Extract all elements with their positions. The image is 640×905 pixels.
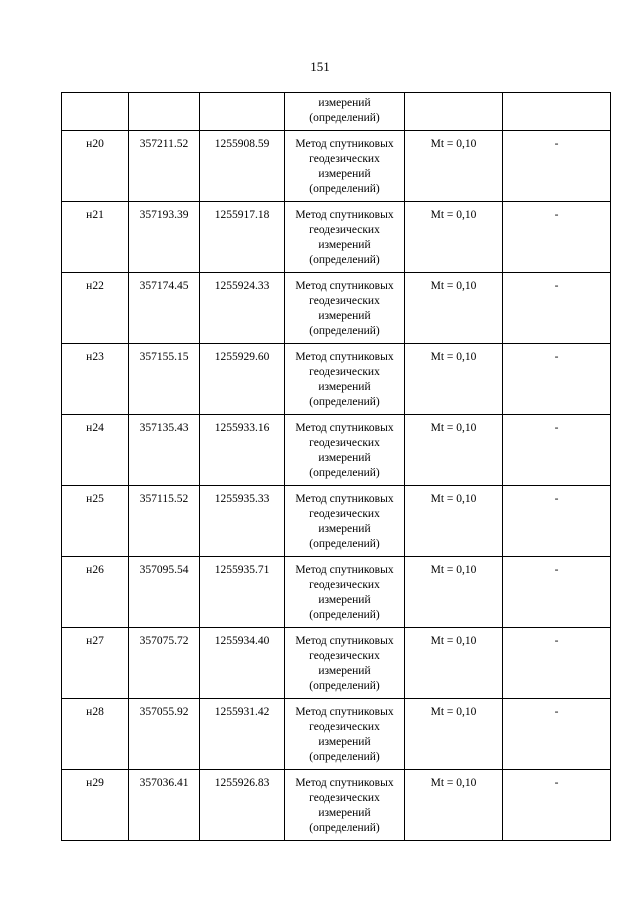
cell-method — [285, 93, 405, 131]
method-line: геодезических — [309, 508, 380, 520]
method-line: Метод спутниковых — [295, 493, 394, 505]
cell-method — [285, 131, 405, 202]
cell-point: н20 — [62, 131, 129, 202]
cell-note: - — [503, 699, 611, 770]
method-line: Метод спутниковых — [295, 422, 394, 434]
cell-method — [285, 344, 405, 415]
method-line: геодезических — [309, 650, 380, 662]
cell-point: н21 — [62, 202, 129, 273]
cell-x: 357193.39 — [129, 202, 200, 273]
cell-x: 357055.92 — [129, 699, 200, 770]
cell-y: 1255908.59 — [200, 131, 285, 202]
cell-note: - — [503, 202, 611, 273]
method-line: Метод спутниковых — [295, 777, 394, 789]
cell-y — [200, 93, 285, 131]
method-line: измерений — [318, 310, 371, 322]
cell-y: 1255935.71 — [200, 557, 285, 628]
table-row — [62, 770, 611, 841]
cell-method — [285, 415, 405, 486]
method-line: геодезических — [309, 437, 380, 449]
method-line: (определений) — [309, 538, 380, 550]
cell-method — [285, 273, 405, 344]
cell-note — [503, 93, 611, 131]
table-row — [62, 202, 611, 273]
method-line: измерений — [318, 381, 371, 393]
method-line: (определений) — [309, 325, 380, 337]
cell-method — [285, 770, 405, 841]
method-line: измерений — [318, 97, 371, 109]
method-line: Метод спутниковых — [295, 635, 394, 647]
cell-note: - — [503, 770, 611, 841]
method-line: Метод спутниковых — [295, 138, 394, 150]
cell-accuracy — [405, 93, 503, 131]
cell-note: - — [503, 131, 611, 202]
cell-point — [62, 93, 129, 131]
coordinates-table-body — [62, 93, 611, 841]
method-line: геодезических — [309, 721, 380, 733]
method-line: измерений — [318, 594, 371, 606]
cell-accuracy: Mt = 0,10 — [405, 202, 503, 273]
cell-y: 1255929.60 — [200, 344, 285, 415]
method-line: (определений) — [309, 396, 380, 408]
cell-x: 357155.15 — [129, 344, 200, 415]
cell-method — [285, 202, 405, 273]
cell-accuracy: Mt = 0,10 — [405, 344, 503, 415]
table-row — [62, 131, 611, 202]
cell-accuracy: Mt = 0,10 — [405, 770, 503, 841]
cell-point: н26 — [62, 557, 129, 628]
cell-note: - — [503, 344, 611, 415]
cell-method — [285, 557, 405, 628]
cell-point: н24 — [62, 415, 129, 486]
cell-note: - — [503, 273, 611, 344]
table-row — [62, 273, 611, 344]
table-row — [62, 628, 611, 699]
cell-y: 1255933.16 — [200, 415, 285, 486]
cell-x: 357174.45 — [129, 273, 200, 344]
cell-y: 1255934.40 — [200, 628, 285, 699]
cell-y: 1255917.18 — [200, 202, 285, 273]
cell-note: - — [503, 486, 611, 557]
cell-point: н28 — [62, 699, 129, 770]
page-number: 151 — [310, 59, 330, 74]
cell-accuracy: Mt = 0,10 — [405, 557, 503, 628]
coordinates-table — [61, 92, 611, 841]
cell-method — [285, 699, 405, 770]
cell-x: 357211.52 — [129, 131, 200, 202]
method-line: (определений) — [309, 822, 380, 834]
method-line: Метод спутниковых — [295, 280, 394, 292]
cell-y: 1255926.83 — [200, 770, 285, 841]
method-line: геодезических — [309, 579, 380, 591]
method-line: измерений — [318, 736, 371, 748]
continuation-row — [62, 93, 611, 131]
table-row — [62, 486, 611, 557]
method-line: (определений) — [309, 680, 380, 692]
method-line: геодезических — [309, 792, 380, 804]
cell-accuracy: Mt = 0,10 — [405, 273, 503, 344]
cell-x: 357135.43 — [129, 415, 200, 486]
method-line: Метод спутниковых — [295, 209, 394, 221]
method-line: измерений — [318, 665, 371, 677]
cell-accuracy: Mt = 0,10 — [405, 415, 503, 486]
method-line: Метод спутниковых — [295, 564, 394, 576]
cell-x: 357075.72 — [129, 628, 200, 699]
method-line: измерений — [318, 452, 371, 464]
method-line: (определений) — [309, 609, 380, 621]
method-line: измерений — [318, 239, 371, 251]
cell-method — [285, 486, 405, 557]
cell-note: - — [503, 415, 611, 486]
cell-point: н29 — [62, 770, 129, 841]
table-row — [62, 415, 611, 486]
method-line: (определений) — [309, 467, 380, 479]
cell-x: 357095.54 — [129, 557, 200, 628]
method-line: (определений) — [309, 112, 380, 124]
table-row — [62, 344, 611, 415]
cell-note: - — [503, 628, 611, 699]
cell-x — [129, 93, 200, 131]
method-line: измерений — [318, 807, 371, 819]
cell-accuracy: Mt = 0,10 — [405, 628, 503, 699]
cell-accuracy: Mt = 0,10 — [405, 131, 503, 202]
cell-point: н27 — [62, 628, 129, 699]
cell-accuracy: Mt = 0,10 — [405, 486, 503, 557]
cell-accuracy: Mt = 0,10 — [405, 699, 503, 770]
cell-y: 1255935.33 — [200, 486, 285, 557]
method-line: Метод спутниковых — [295, 351, 394, 363]
cell-point: н23 — [62, 344, 129, 415]
cell-x: 357115.52 — [129, 486, 200, 557]
cell-method — [285, 628, 405, 699]
method-line: геодезических — [309, 366, 380, 378]
cell-x: 357036.41 — [129, 770, 200, 841]
method-line: геодезических — [309, 295, 380, 307]
cell-point: н22 — [62, 273, 129, 344]
cell-point: н25 — [62, 486, 129, 557]
method-line: измерений — [318, 168, 371, 180]
table-row — [62, 699, 611, 770]
method-line: геодезических — [309, 153, 380, 165]
cell-y: 1255924.33 — [200, 273, 285, 344]
method-line: измерений — [318, 523, 371, 535]
method-line: (определений) — [309, 183, 380, 195]
cell-y: 1255931.42 — [200, 699, 285, 770]
method-line: (определений) — [309, 254, 380, 266]
table-row — [62, 557, 611, 628]
method-line: (определений) — [309, 751, 380, 763]
method-line: Метод спутниковых — [295, 706, 394, 718]
method-line: геодезических — [309, 224, 380, 236]
cell-note: - — [503, 557, 611, 628]
